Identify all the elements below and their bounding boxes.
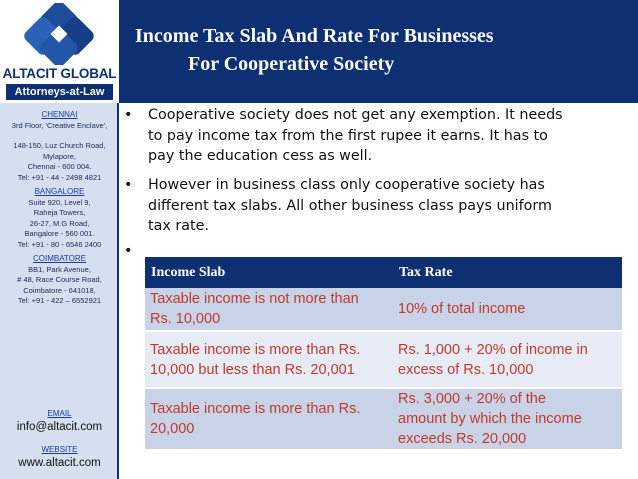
address-line: Bangalore - 560 001.	[24, 229, 95, 239]
bullet-line: However in business class only cooperative society has	[148, 177, 545, 193]
logo-emblem-icon	[20, 3, 98, 65]
header-tax-rate: Tax Rate	[393, 257, 622, 288]
table-row	[145, 288, 622, 331]
title-line-1: Income Tax Slab And Rate For Businesses	[135, 25, 494, 47]
slab-cell	[145, 331, 393, 388]
bullet-icon: •	[124, 177, 133, 193]
rate-cell	[393, 331, 622, 388]
office-sidebar	[0, 103, 119, 479]
cell-line: Rs. 3,000 + 20% of the	[398, 391, 546, 407]
address-line: Tel: +91 - 80 - 6546 2400	[17, 239, 102, 249]
email-link[interactable]: info@altacit.com	[16, 420, 103, 433]
logo	[0, 0, 119, 103]
bullet-line: tax rate.	[148, 218, 209, 234]
tax-slab-table	[145, 257, 622, 449]
address-line: Raheja Towers,	[33, 208, 86, 218]
website-label: WEBSITE	[41, 445, 78, 454]
address-line: 3rd Floor, 'Creative Enclave',	[11, 120, 108, 130]
address-line: Suite 920, Level 9,	[28, 197, 91, 207]
email-block	[0, 409, 119, 434]
logo-title: ALTACIT GLOBAL	[2, 66, 117, 81]
address-line: Tel: +91 - 44 - 2498 4821	[17, 172, 102, 182]
email-label: EMAIL	[47, 409, 72, 418]
bullet-line: pay the education cess as well.	[148, 148, 373, 164]
address-line: # 48, Race Course Road,	[17, 275, 102, 285]
header-income-slab: Income Slab	[145, 257, 393, 288]
bullet-line: Cooperative society does not get any exemption. It needs	[148, 107, 563, 123]
slab-cell	[145, 388, 393, 449]
table-row	[145, 388, 622, 449]
office-chennai	[0, 110, 119, 184]
website-block	[0, 445, 119, 470]
rate-cell	[393, 288, 622, 331]
address-line	[0, 131, 119, 141]
cell-line: Taxable income is more than Rs.	[150, 341, 361, 358]
logo-tagline: Attorneys-at-Law	[6, 84, 113, 100]
bullet-icon: •	[124, 107, 133, 123]
table-row	[145, 331, 622, 388]
cell-line: 10% of total income	[398, 301, 526, 317]
address-line: 148-150, Luz Church Road,	[13, 141, 106, 151]
address-line: Chennai - 600 004.	[27, 162, 92, 172]
table-header-row	[145, 257, 622, 288]
bullet-line: different tax slabs. All other business class pays uniform	[148, 197, 552, 214]
cell-line: exceeds Rs. 20,000	[398, 431, 527, 447]
office-bangalore	[0, 187, 119, 251]
cell-line: Taxable income is not more than	[150, 291, 359, 307]
cell-line: 10,000 but less than Rs. 20,001	[150, 361, 355, 378]
address-line: Tel: +91 - 422 – 6552921	[17, 296, 102, 306]
cell-line: Rs. 10,000	[150, 311, 221, 327]
website-link[interactable]: www.altacit.com	[18, 456, 101, 469]
cell-line: excess of Rs. 10,000	[398, 361, 534, 378]
page-title	[125, 22, 635, 78]
office-city: COIMBATORE	[32, 254, 87, 263]
cell-line: Rs. 1,000 + 20% of income in	[398, 341, 588, 358]
bullet-icon: •	[124, 243, 133, 259]
cell-line: Taxable income is more than Rs.	[150, 401, 361, 417]
address-line: 26-27, M.G Road,	[29, 218, 90, 228]
title-line-2: For Cooperative Society	[188, 53, 395, 75]
office-city: BANGALORE	[34, 187, 85, 196]
slab-cell	[145, 288, 393, 331]
office-city: CHENNAI	[41, 110, 78, 119]
address-line: Coimbatore - 641018,	[23, 285, 96, 295]
bullet-line: to pay income tax from the first rupee it earns. It has to	[148, 127, 548, 144]
rate-cell	[393, 388, 622, 449]
address-line: Mylapore,	[43, 151, 76, 161]
cell-line: amount by which the income	[398, 411, 582, 427]
cell-line: 20,000	[150, 421, 195, 437]
office-coimbatore	[0, 254, 119, 307]
address-line: BB1, Park Avenue,	[28, 264, 91, 274]
